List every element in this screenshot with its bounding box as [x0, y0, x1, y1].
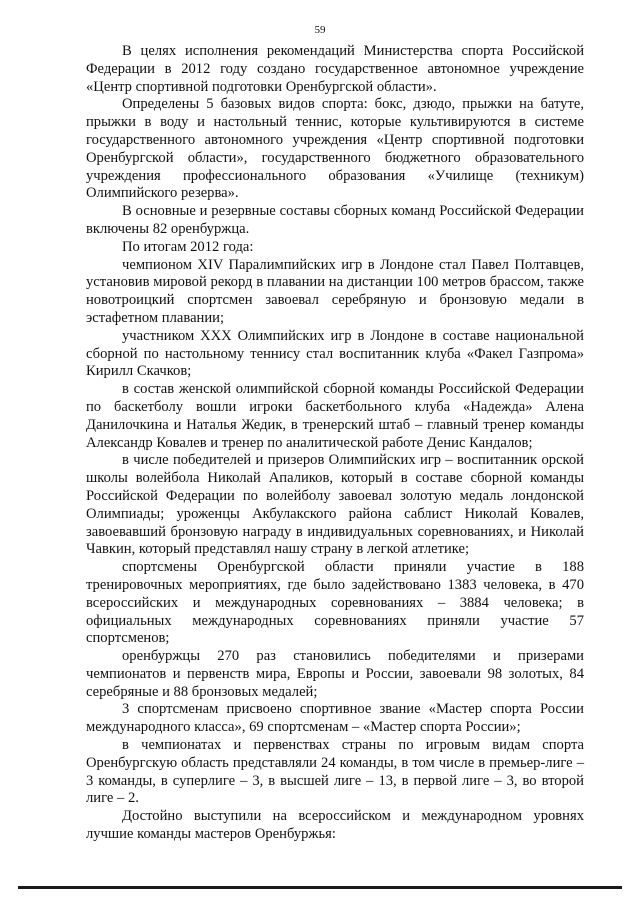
page-number: 59 [314, 24, 326, 36]
paragraph: оренбуржцы 270 раз становились победителями и призерами чемпионатов и первенств мира, Европы и России, завоевали 98 золотых, 84 серебряные и 88 бронзовых медалей; [86, 648, 584, 700]
paragraph: 3 спортсменам присвоено спортивное звание «Мастер спорта России международного класса», 69 спортсменам – «Мастер спорта России»; [86, 701, 584, 736]
document-body [86, 43, 584, 844]
paragraph: участником XXX Олимпийских игр в Лондоне в составе национальной сборной по настольному теннису стал воспитанник клуба «Факел Газпрома» Кирилл Скачков; [86, 327, 584, 380]
paragraph: спортсмены Оренбургской области приняли участие в 188 тренировочных мероприятиях, где было задействовано 1383 человека, в 470 всероссийских и международных соревнованиях – 3884 человека; в официальных международных соревнованиях приняли участие 57 спортсменов; [86, 559, 584, 647]
paragraph: в чемпионатах и первенствах страны по игровым видам спорта Оренбургскую область представляли 24 команды, в том числе в премьер-лиге – 3 команды, в суперлиге – 3, в высшей лиге – 13, в первой лиге – 3, во второй лиге – 2. [86, 737, 584, 807]
paragraph: в состав женской олимпийской сборной команды Российской Федерации по баскетболу вошли игроки баскетбольного клуба «Надежда» Алена Данилочкина и Наталья Жедик, в тренерский штаб – главный тренер команды Александр Ковалев и тренер по аналитической работе Денис Кандалов; [86, 381, 584, 451]
paragraph: В основные и резервные составы сборных команд Российской Федерации включены 82 оренбуржца. [86, 203, 584, 237]
paragraph: По итогам 2012 года: [122, 238, 254, 255]
paragraph: В целях исполнения рекомендаций Министерства спорта Российской Федерации в 2012 году создано государственное автономное учреждение «Центр спортивной подготовки Оренбургской области». [86, 43, 584, 95]
paragraph: Достойно выступили на всероссийском и международном уровнях лучшие команды мастеров Оренбуржья: [86, 808, 584, 843]
bottom-rule [18, 886, 622, 889]
paragraph: чемпионом XIV Паралимпийских игр в Лондоне стал Павел Полтавцев, установив мировой рекорд в плавании на дистанции 100 метров брассом, также новотроицкий спортсмен завоевал серебряную и бронзовую медали в эстафетном плавании; [86, 256, 584, 326]
paragraph: Определены 5 базовых видов спорта: бокс, дзюдо, прыжки на батуте, прыжки в воду и настольный теннис, которые культивируются в системе государственного автономного учреждения «Центр спортивной подготовки Оренбургской области», государственного бюджетного образовательного учреждения профессионального образования «Училище (техникум) Олимпийского резерва». [86, 96, 584, 202]
paragraph: в числе победителей и призеров Олимпийских игр – воспитанник орской школы волейбола Николай Апаликов, который в составе сборной команды Российской Федерации по волейболу завоевал золотую медаль лондонской Олимпиады; уроженцы Акбулакского района саблист Николай Ковалев, завоевавший бронзовую награду в индивидуальных соревнованиях, и Николай Чавкин, который представлял нашу страну в легкой атлетике; [86, 452, 584, 558]
